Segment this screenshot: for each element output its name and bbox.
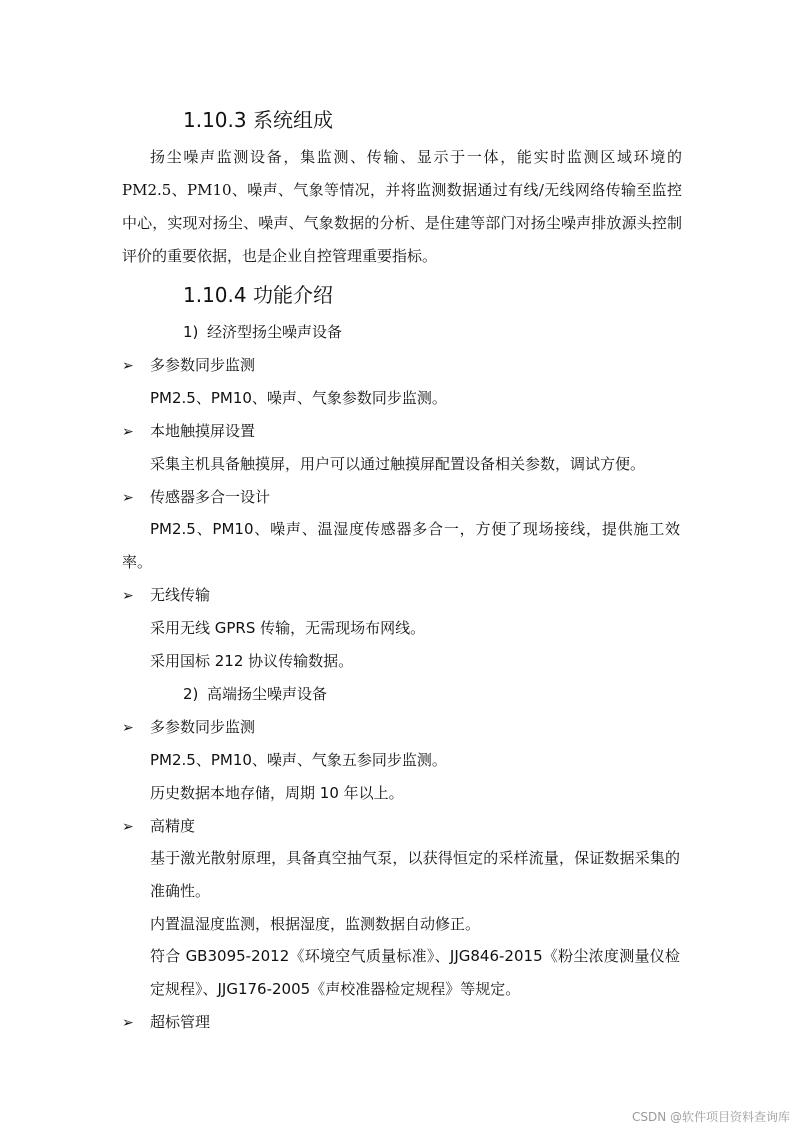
bullet-arrow-icon: ➢ — [122, 720, 134, 736]
bullet-text: 历史数据本地存储，周期 10 年以上。 — [150, 784, 404, 802]
bullet-text: 采用无线 GPRS 传输，无需现场布网线。 — [150, 619, 426, 637]
list-number: 1) — [183, 323, 199, 341]
bullet-wireless — [122, 584, 210, 607]
bullet-label: 多参数同步监测 — [150, 718, 256, 736]
bullet-high-precision — [122, 815, 195, 838]
bullet-arrow-icon: ➢ — [122, 1015, 134, 1031]
bullet-text: PM2.5、PM10、噪声、温湿度传感器多合一，方便了现场接线，提供施工效率。 — [122, 520, 680, 571]
bullet-multi-param-sync — [122, 354, 255, 377]
watermark-footer: CSDN @软件项目资料查询库 — [631, 1110, 790, 1124]
bullet-arrow-icon: ➢ — [122, 819, 134, 835]
bullet-text: 采用国标 212 协议传输数据。 — [150, 652, 354, 670]
bullet-arrow-icon: ➢ — [122, 588, 134, 604]
heading-function-intro: 1.10.4 功能介绍 — [183, 283, 333, 307]
bullet-text: PM2.5、PM10、噪声、气象参数同步监测。 — [150, 389, 447, 407]
bullet-over-limit-management — [122, 1011, 210, 1034]
economy-device-title: 经济型扬尘噪声设备 — [207, 323, 343, 341]
heading-system-composition: 1.10.3 系统组成 — [183, 108, 333, 132]
bullet-label: 传感器多合一设计 — [150, 488, 271, 506]
bullet-label: 超标管理 — [150, 1013, 211, 1031]
system-composition-paragraph: 扬尘噪声监测设备，集监测、传输、显示于一体，能实时监测区域环境的PM2.5、PM10、噪声、气象等情况，并将监测数据通过有线/无线网络传输至监控中心，实现对扬尘、噪声、气象数据的分析、是住建等部门对扬尘噪声排放源头控制评价的重要依据，也是企业自控管理重要指标。 — [122, 148, 682, 265]
bullet-sensor-all-in-one — [122, 486, 270, 509]
bullet-arrow-icon: ➢ — [122, 358, 134, 374]
high-end-device-title: 高端扬尘噪声设备 — [207, 685, 328, 703]
list-number: 2) — [183, 685, 199, 703]
bullet-text: 基于激光散射原理，具备真空抽气泵，以获得恒定的采样流量，保证数据采集的准确性。 — [150, 849, 680, 900]
bullet-label: 本地触摸屏设置 — [150, 422, 256, 440]
bullet-label: 无线传输 — [150, 586, 211, 604]
bullet-text: 内置温湿度监测，根据湿度，监测数据自动修正。 — [150, 915, 481, 933]
high-end-device-heading — [183, 683, 327, 705]
bullet-text: 符合 GB3095-2012《环境空气质量标准》、JJG846-2015《粉尘浓度测量仪检定规程》、JJG176-2005《声校准器检定规程》等规定。 — [150, 947, 680, 998]
bullet-label: 多参数同步监测 — [150, 356, 256, 374]
bullet-arrow-icon: ➢ — [122, 490, 134, 506]
bullet-text: 采集主机具备触摸屏，用户可以通过触摸屏配置设备相关参数，调试方便。 — [150, 455, 646, 473]
bullet-arrow-icon: ➢ — [122, 424, 134, 440]
economy-device-heading — [183, 321, 342, 343]
bullet-touchscreen — [122, 420, 255, 443]
bullet-multi-param-sync-2 — [122, 716, 255, 739]
bullet-text: PM2.5、PM10、噪声、气象五参同步监测。 — [150, 751, 447, 769]
bullet-label: 高精度 — [150, 817, 196, 835]
